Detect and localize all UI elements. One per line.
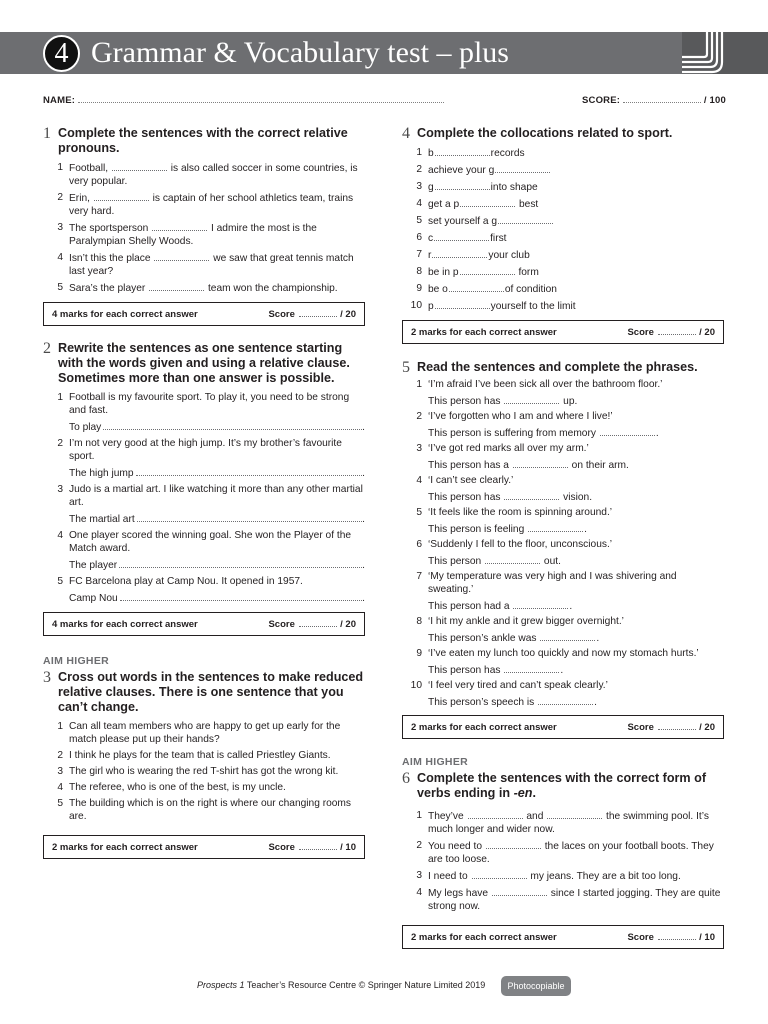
answer-blank[interactable] — [432, 248, 487, 258]
answer-blank[interactable] — [540, 631, 595, 641]
list-item: 2 I think he plays for the team that is called Priestley Giants. — [57, 750, 331, 761]
right-column — [402, 126, 724, 949]
exercise-instruction: Cross out words in the sentences to make reduced relative clauses. There is one sentence that you can’t change. — [58, 670, 364, 714]
score-blank[interactable] — [299, 842, 337, 850]
answer-line[interactable] — [137, 512, 362, 522]
list-item: 6 c first — [416, 232, 507, 244]
footer-copyright: Prospects 1 Teacher’s Resource Centre © Springer Nature Limited 2019 — [197, 980, 486, 990]
exercise-number: 4 — [402, 125, 410, 142]
answer-blank[interactable] — [435, 180, 490, 190]
list-item: 10 p yourself to the limit — [410, 300, 576, 312]
list-item: 8 be in p form — [416, 266, 539, 278]
answer-blank[interactable] — [460, 265, 515, 275]
answer-blank[interactable] — [528, 522, 583, 532]
answer-blank[interactable] — [152, 221, 207, 231]
score-box: 2 marks for each correct answer Score / 20 — [402, 320, 724, 344]
score-blank[interactable] — [658, 327, 696, 335]
list-item: 5 The building which is on the right is where our changing rooms are. — [57, 798, 352, 822]
answer-blank[interactable] — [495, 163, 550, 173]
list-item: 4 My legs have since I started jogging. They are quite strong now. — [416, 887, 721, 912]
score-blank[interactable] — [658, 722, 696, 730]
score-box: 2 marks for each correct answer Score / 20 — [402, 715, 724, 739]
exercise-instruction: Complete the sentences with the correct relative pronouns. — [58, 126, 348, 155]
exercise-2 — [43, 341, 365, 636]
name-field[interactable]: NAME: — [43, 95, 444, 106]
exercise-instruction: Read the sentences and complete the phrases. — [417, 360, 698, 374]
answer-blank[interactable] — [149, 281, 204, 291]
list-item: 10 ‘I feel very tired and can’t speak clearly.’ This person’s speech is . — [410, 680, 608, 708]
exercise-instruction: Rewrite the sentences as one sentence starting with the words given and using a relative clause. Sometimes more than one answer is possible. — [58, 341, 350, 385]
exercise-instruction: Complete the sentences with the correct form of verbs ending in -en. — [417, 771, 707, 800]
list-item: 1 Football, is also called soccer in some countries, is very popular. — [57, 162, 358, 187]
list-item: 2 I’m not very good at the high jump. It’s my brother’s favourite sport. The high jump . — [57, 438, 365, 479]
answer-blank[interactable] — [547, 809, 602, 819]
list-item: 3 The sportsperson I admire the most is the Paralympian Shelly Woods. — [57, 222, 317, 247]
answer-blank[interactable] — [472, 869, 527, 879]
list-item: 3 g into shape — [416, 181, 538, 193]
list-item: 7 ‘My temperature was very high and I was shivering and sweating.’ This person had a . — [416, 571, 677, 612]
answer-blank[interactable] — [154, 251, 209, 261]
list-item: 4 ‘I can’t see clearly.’ This person has vision. — [416, 475, 593, 503]
list-item: 3 I need to my jeans. They are a bit too long. — [416, 870, 681, 882]
score-blank[interactable] — [299, 309, 337, 317]
answer-blank[interactable] — [504, 663, 559, 673]
score-blank[interactable] — [658, 932, 696, 940]
left-column — [43, 126, 365, 859]
answer-blank[interactable] — [486, 839, 541, 849]
list-item: 5 set yourself a g — [403, 214, 724, 228]
list-item: 4 One player scored the winning goal. She won the Player of the Match award. The player . — [57, 530, 365, 571]
list-item: 5 Sara’s the player team won the championship. — [57, 282, 338, 294]
score-field: SCORE: / 100 — [582, 95, 726, 106]
answer-line[interactable] — [119, 558, 362, 568]
list-item: 7 r your club — [416, 249, 530, 261]
answer-blank[interactable] — [460, 197, 515, 207]
exercise-number: 5 — [402, 359, 410, 376]
score-box: 4 marks for each correct answer Score / 20 — [43, 612, 365, 636]
list-item: 5 FC Barcelona play at Camp Nou. It opened in 1957. Camp Nou . — [57, 576, 365, 604]
answer-line[interactable] — [136, 466, 363, 476]
exercise-1 — [43, 126, 365, 326]
title-bar — [0, 32, 768, 74]
score-line[interactable] — [623, 95, 701, 103]
answer-line[interactable] — [103, 420, 362, 430]
exercise-number: 1 — [43, 125, 51, 142]
exercise-6 — [402, 756, 724, 949]
list-item: 3 ‘I’ve got red marks all over my arm.’ This person has a on their arm. — [416, 443, 629, 471]
answer-blank[interactable] — [94, 191, 149, 201]
answer-blank[interactable] — [498, 214, 553, 224]
exercise-4 — [402, 126, 724, 344]
list-item: 2 Erin, is captain of her school athletics team, trains very hard. — [57, 192, 354, 217]
exercise-instruction: Complete the collocations related to sport. — [417, 126, 673, 140]
list-item: 5 ‘It feels like the room is spinning around.’ This person is feeling . — [416, 507, 613, 535]
list-item: 1 ‘I’m afraid I’ve been sick all over the bathroom floor.’ This person has up. — [416, 379, 663, 407]
exercise-3 — [43, 655, 365, 859]
list-item: 1 Can all team members who are happy to get up early for the match please put up their hands? — [57, 721, 341, 745]
name-line[interactable] — [78, 95, 444, 103]
list-item: 4 get a p best — [416, 198, 539, 210]
list-item: 4 The referee, who is one of the best, is my uncle. — [57, 782, 286, 793]
answer-blank[interactable] — [513, 458, 568, 468]
list-item: 1 They’ve and the swimming pool. It’s much longer and wider now. — [416, 810, 709, 835]
answer-blank[interactable] — [600, 426, 655, 436]
score-box: 4 marks for each correct answer Score / 20 — [43, 302, 365, 326]
list-item: 3 Judo is a martial art. I like watching it more than any other martial art. The martial art . — [57, 484, 365, 525]
decorative-stripes-icon — [682, 32, 768, 74]
aim-higher-label: AIM HIGHER — [43, 655, 109, 667]
page-title: Grammar & Vocabulary test – plus — [91, 36, 509, 69]
exercise-number: 2 — [43, 340, 51, 357]
unit-number-badge: 4 — [43, 35, 80, 72]
list-item: 2 ‘I’ve forgotten who I am and where I live!’ This person is suffering from memory . — [416, 411, 659, 439]
list-item: 1 Football is my favourite sport. To play it, you need to be strong and fast. To play . — [57, 392, 365, 433]
exercise-number: 3 — [43, 669, 51, 686]
answer-blank[interactable] — [468, 809, 523, 819]
list-item: 8 ‘I hit my ankle and it grew bigger overnight.’ This person’s ankle was . — [416, 616, 624, 644]
list-item: 3 The girl who is wearing the red T-shirt has got the wrong kit. — [57, 766, 339, 777]
list-item: 9 ‘I’ve eaten my lunch too quickly and now my stomach hurts.’ This person has . — [416, 648, 699, 676]
answer-blank[interactable] — [485, 554, 540, 564]
score-box: 2 marks for each correct answer Score / 10 — [43, 835, 365, 859]
list-item: 9 be o of condition — [416, 283, 557, 295]
answer-blank[interactable] — [435, 146, 490, 156]
list-item: 1 b records — [416, 147, 525, 159]
list-item: 2 You need to the laces on your football boots. They are too loose. — [416, 840, 714, 865]
answer-blank[interactable] — [449, 282, 504, 292]
answer-blank[interactable] — [112, 161, 167, 171]
answer-blank[interactable] — [435, 299, 490, 309]
answer-blank[interactable] — [504, 394, 559, 404]
score-blank[interactable] — [299, 619, 337, 627]
list-item: 2 achieve your g — [403, 163, 724, 177]
answer-blank[interactable] — [492, 886, 547, 896]
answer-blank[interactable] — [513, 599, 568, 609]
answer-blank[interactable] — [504, 490, 559, 500]
answer-line[interactable] — [120, 591, 362, 601]
exercise-5 — [402, 360, 724, 739]
list-item: 6 ‘Suddenly I fell to the floor, unconscious.’ This person out. — [416, 539, 613, 567]
exercise-number: 6 — [402, 770, 410, 787]
aim-higher-label: AIM HIGHER — [402, 756, 468, 768]
photocopiable-badge: Photocopiable — [501, 976, 571, 996]
answer-blank[interactable] — [538, 695, 593, 705]
answer-blank[interactable] — [434, 231, 489, 241]
list-item: 4 Isn’t this the place we saw that great tennis match last year? — [57, 252, 354, 277]
score-box: 2 marks for each correct answer Score / 10 — [402, 925, 724, 949]
